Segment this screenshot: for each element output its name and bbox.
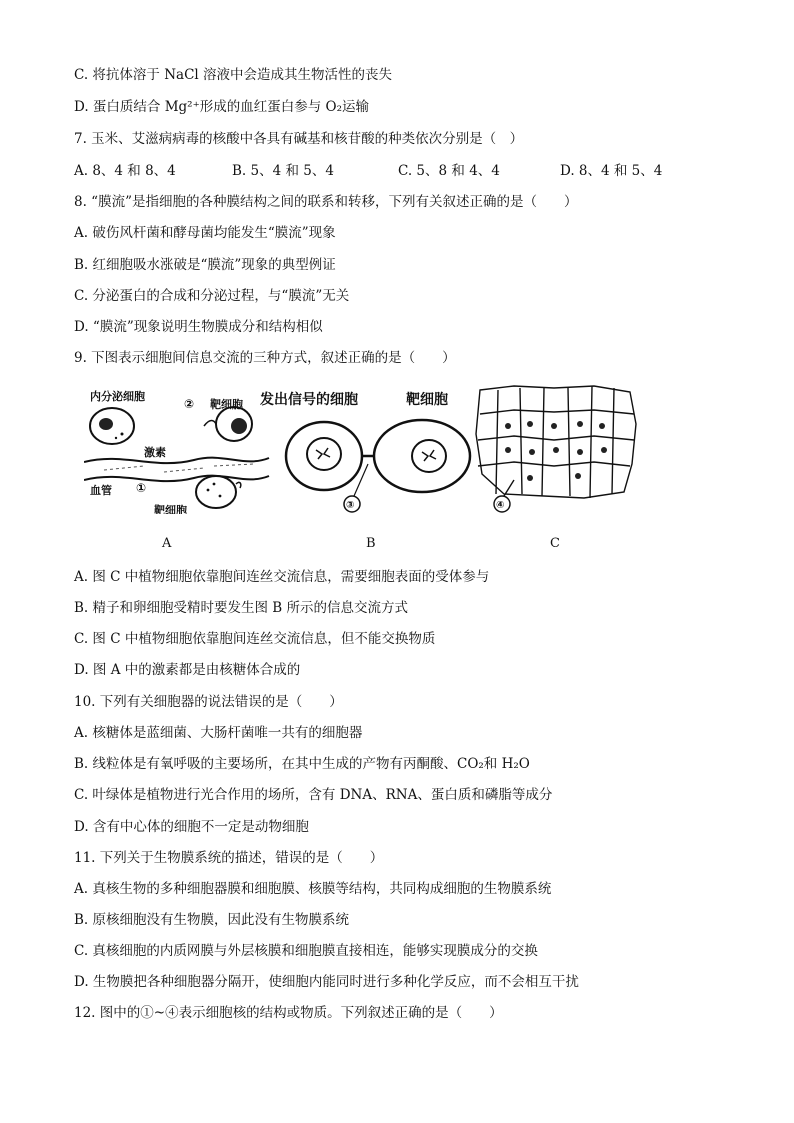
q7-option-a: A. 8、4 和 8、4 <box>74 163 176 179</box>
q8-option-d: D. “膜流”现象说明生物膜成分和结构相似 <box>74 319 323 335</box>
q8-option-a: A. 破伤风杆菌和酵母菌均能发生“膜流”现象 <box>74 225 336 241</box>
q7-option-c: C. 5、8 和 4、4 <box>398 163 500 179</box>
caption-c: C <box>550 536 560 551</box>
q9-option-a: A. 图 C 中植物细胞依靠胞间连丝交流信息，需要细胞表面的受体参与 <box>74 569 490 585</box>
label-num-1: ① <box>136 481 147 495</box>
panel-b <box>259 391 470 512</box>
q9-option-b: B. 精子和卵细胞受精时要发生图 B 所示的信息交流方式 <box>74 600 409 616</box>
label-num-4: ④ <box>496 500 505 511</box>
q7-option-d: D. 8、4 和 5、4 <box>560 163 663 179</box>
figure-svg <box>84 384 644 514</box>
label-sender-cell: 发出信号的细胞 <box>260 392 358 408</box>
q10-option-b: B. 线粒体是有氧呼吸的主要场所，在其中生成的产物有丙酮酸、CO₂和 H₂O <box>74 756 530 772</box>
label-vessel: 血管 <box>90 484 112 497</box>
q6-option-d: D. 蛋白质结合 Mg²⁺形成的血红蛋白参与 O₂运输 <box>74 99 369 115</box>
q10-option-c: C. 叶绿体是植物进行光合作用的场所，含有 DNA、RNA、蛋白质和磷脂等成分 <box>74 787 553 803</box>
q7-stem: 7. 玉米、艾滋病病毒的核酸中各具有碱基和核苷酸的种类依次分别是（ ） <box>74 131 524 147</box>
q12-stem: 12. 图中的①~④表示细胞核的结构或物质。下列叙述正确的是（ ） <box>74 1005 503 1021</box>
cell-communication-figure <box>84 384 644 514</box>
label-hormone: 激素 <box>144 446 166 459</box>
caption-a: A <box>162 536 172 551</box>
q11-option-c: C. 真核细胞的内质网膜与外层核膜和细胞膜直接相连，能够实现膜成分的交换 <box>74 943 538 959</box>
receiver-nucleus <box>412 440 446 472</box>
caption-b: B <box>366 536 376 551</box>
label-target-b: 靶细胞 <box>406 392 448 408</box>
q10-option-a: A. 核糖体是蓝细菌、大肠杆菌唯一共有的细胞器 <box>74 725 363 741</box>
q11-stem: 11. 下列关于生物膜系统的描述，错误的是（ ） <box>74 850 384 866</box>
target-cell-bottom <box>196 476 236 508</box>
q8-stem: 8. “膜流”是指细胞的各种膜结构之间的联系和转移，下列有关叙述正确的是（ ） <box>74 194 578 210</box>
q11-option-d: D. 生物膜把各种细胞器分隔开，使细胞内能同时进行多种化学反应，而不会相互干扰 <box>74 974 579 990</box>
label-target-top: 靶细胞 <box>210 398 243 411</box>
q7-option-b: B. 5、4 和 5、4 <box>232 163 334 179</box>
label-endocrine-cell: 内分泌细胞 <box>90 390 145 403</box>
vessel-wall-bottom <box>84 476 269 481</box>
q8-option-c: C. 分泌蛋白的合成和分泌过程，与“膜流”无关 <box>74 288 350 304</box>
q11-option-a: A. 真核生物的多种细胞器膜和细胞膜、核膜等结构，共同构成细胞的生物膜系统 <box>74 881 552 897</box>
target-top-nucleus <box>231 418 247 434</box>
q9-option-d: D. 图 A 中的激素都是由核糖体合成的 <box>74 662 301 678</box>
q9-stem: 9. 下图表示细胞间信息交流的三种方式，叙述正确的是（ ） <box>74 350 456 366</box>
label-num-3: ③ <box>346 500 355 511</box>
vessel-wall-top <box>84 458 269 463</box>
q10-stem: 10. 下列有关细胞器的说法错误的是（ ） <box>74 694 343 710</box>
q9-option-c: C. 图 C 中植物细胞依靠胞间连丝交流信息，但不能交换物质 <box>74 631 436 647</box>
label-num-2: ② <box>184 397 195 411</box>
panel-a <box>84 389 269 514</box>
q8-option-b: B. 红细胞吸水涨破是“膜流”现象的典型例证 <box>74 257 336 273</box>
q11-option-b: B. 原核细胞没有生物膜，因此没有生物膜系统 <box>74 912 350 928</box>
panel-c <box>476 386 636 512</box>
label-target-bottom: 靶细胞 <box>154 504 187 514</box>
q10-option-d: D. 含有中心体的细胞不一定是动物细胞 <box>74 819 309 835</box>
endocrine-nucleus <box>99 418 113 430</box>
q6-option-c: C. 将抗体溶于 NaCl 溶液中会造成其生物活性的丧失 <box>74 67 393 83</box>
